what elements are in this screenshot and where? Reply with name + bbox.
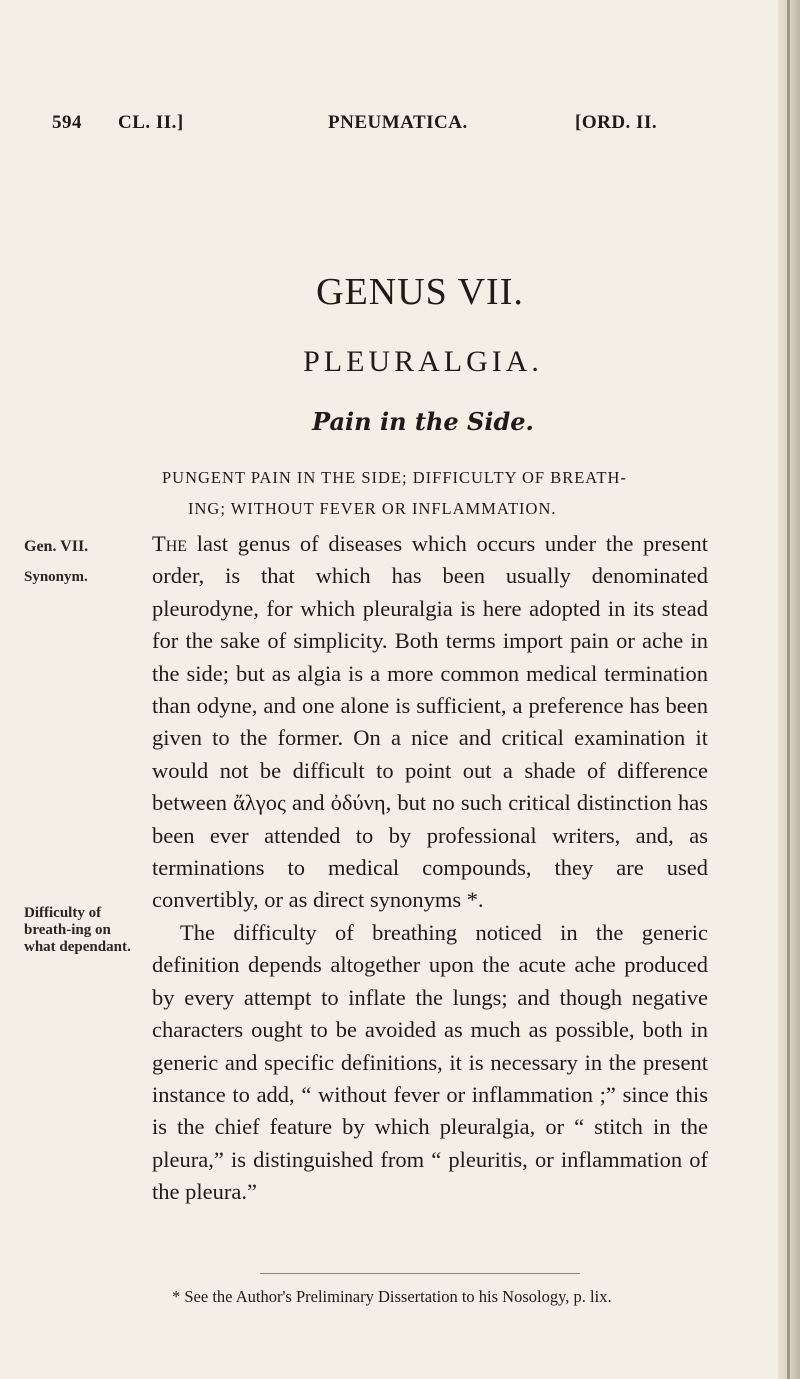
- paragraph-lead: The: [152, 531, 188, 556]
- generic-definition: [162, 462, 706, 524]
- definition-line-1: PUNGENT PAIN IN THE SIDE; DIFFICULTY OF BREATH-: [162, 468, 627, 487]
- binding-line: [787, 0, 790, 1379]
- genus-heading: GENUS VII.: [316, 271, 524, 313]
- running-title: PNEUMATICA.: [328, 112, 468, 133]
- paragraph-text: The difficulty of breathing noticed in the generic definition depends altogether upon the acute ache produced by every attempt to inflate the lungs; and though negative characters ought to be avoided as much as possible, both in generic and specific definitions, it is necessary in the present instance to add, “ without fever or inflammation ;” since this is the chief feature by which pleuralgia, or “ stitch in the pleura,” is distinguished from “ pleuritis, or inflammation of the pleura.”: [152, 919, 708, 1205]
- paragraph-synonym: [152, 528, 708, 917]
- footnote: * See the Author's Preliminary Dissertation to his Nosology, p. lix.: [172, 1287, 612, 1306]
- body-text: [152, 528, 708, 1209]
- class-label: CL. II.]: [118, 112, 184, 133]
- genus-name: PLEURALGIA.: [303, 345, 543, 378]
- page-number: 594: [52, 112, 82, 133]
- footnote-rule: [260, 1273, 580, 1274]
- definition-line-2: ING; WITHOUT FEVER OR INFLAMMATION.: [188, 499, 557, 518]
- order-label: [ORD. II.: [575, 112, 658, 133]
- english-name: Pain in the Side.: [312, 407, 534, 436]
- paragraph-text: last genus of diseases which occurs under the present order, is that which has been usually denominated pleurodyne, for which pleuralgia is here adopted in its stead for the sake of simplicity. Both terms import pain or ache in the side; but as algia is a more common medical termination than odyne, and one alone is sufficient, a preference has been given to the former. On a nice and critical examination it would not be difficult to point out a shade of difference between ἄλγος and ὀδύνη, but no such critical distinction has been ever attended to by professional writers, and, as terminations to medical compounds, they are used convertibly, or as direct synonyms *.: [152, 531, 708, 913]
- paragraph-difficulty: [152, 917, 708, 1209]
- margin-note-synonym: Synonym.: [24, 569, 88, 585]
- margin-note-difficulty: Difficulty of breath-ing on what dependant.: [24, 905, 131, 955]
- margin-note-gen: Gen. VII.: [24, 538, 89, 555]
- running-header: [52, 112, 740, 142]
